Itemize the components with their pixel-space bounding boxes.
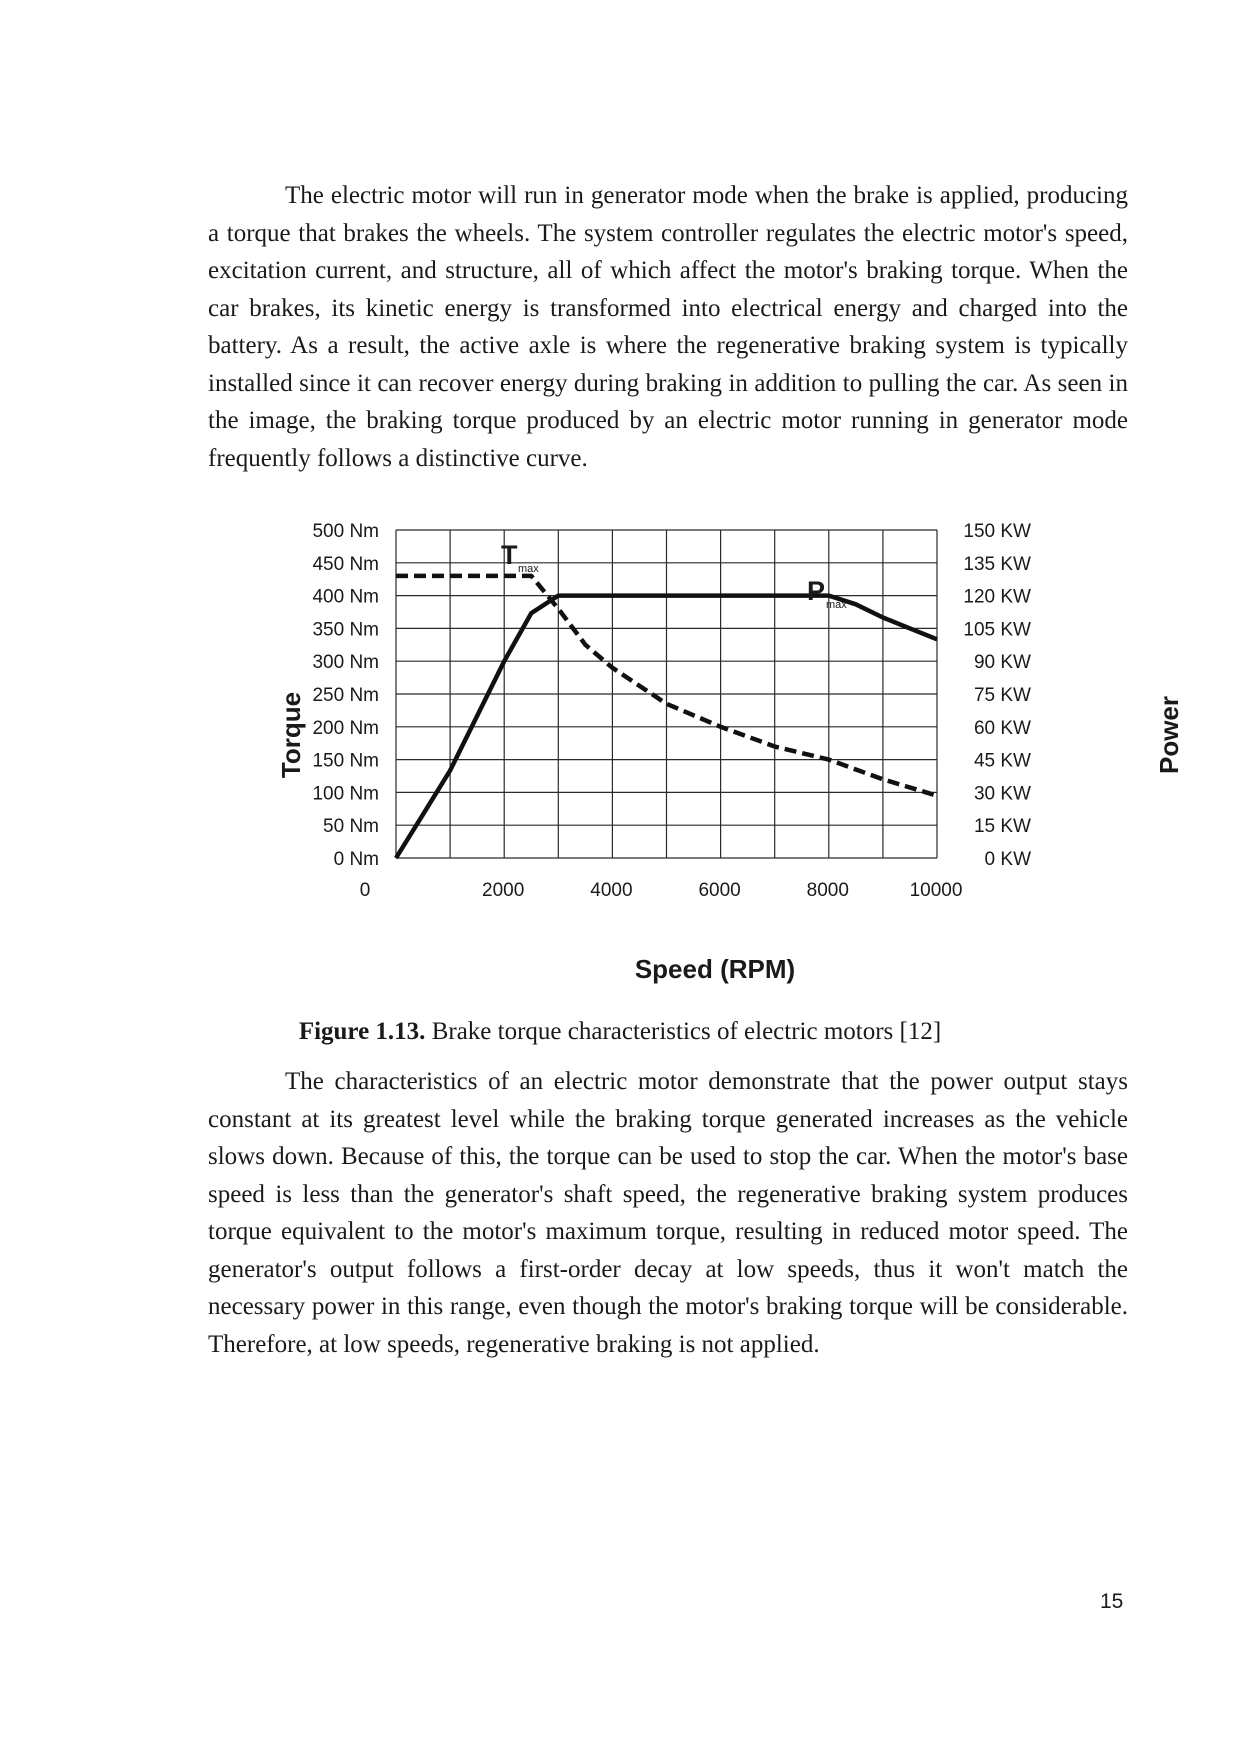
y-left-tick-label: 0 Nm (333, 849, 379, 870)
x-tick-label: 10000 (909, 880, 963, 901)
y-left-tick-label: 250 Nm (312, 685, 379, 706)
y-left-tick-label: 500 Nm (312, 521, 379, 542)
y-left-tick-label: 400 Nm (312, 586, 379, 608)
x-tick-label: 0 (359, 880, 371, 901)
y-right-tick-label: 60 KW (973, 717, 1031, 739)
x-tick-label: 2000 (482, 880, 525, 901)
y-right-tick-label: 75 KW (973, 685, 1031, 706)
caption-text: Brake torque characteristics of electric motors [12] (425, 1018, 942, 1045)
caption-label: Figure 1.13. (298, 1018, 426, 1045)
y-right-tick-label: 120 KW (963, 586, 1031, 608)
y-left-tick-label: 450 Nm (312, 553, 379, 575)
x-tick-label: 4000 (590, 880, 633, 901)
y-right-tick-label: 150 KW (963, 521, 1031, 542)
figure-chart (276, 512, 1205, 998)
y-left-tick-label: 200 Nm (312, 717, 379, 739)
y-left-tick-label: 50 Nm (323, 816, 379, 838)
y-right-tick-label: 15 KW (973, 816, 1031, 838)
annotation-pmax-sub: max (826, 599, 847, 611)
y-left-tick-label: 100 Nm (312, 783, 379, 805)
annotation-tmax-main: T (501, 540, 518, 570)
x-tick-label: 8000 (806, 880, 849, 901)
paragraph-2: The characteristics of an electric motor demonstrate that the power output stays constant at its greatest level while the braking torque generated increases as the vehicle slows down. Because of this, the torque can be used to stop the car. When the motor's base speed is less than the generator's shaft speed, the regenerative braking system produces torque equivalent to the motor's maximum torque, resulting in reduced motor speed. The generator's output follows a first-order decay at low speeds, thus it won't match the necessary power in this range, even though the motor's braking torque will be considerable. Therefore, at low speeds, regenerative braking is not applied. (208, 1068, 1128, 1358)
y-axis-right-label: Power (1154, 695, 1184, 775)
y-right-tick-label: 45 KW (973, 750, 1031, 772)
y-left-tick-label: 350 Nm (312, 619, 379, 641)
chart-grid (396, 530, 937, 858)
y-left-tick-label: 150 Nm (312, 750, 379, 772)
y-right-tick-label: 90 KW (973, 652, 1031, 674)
annotation-tmax (501, 540, 539, 575)
y-right-tick-label: 105 KW (963, 619, 1031, 641)
torque-power-chart (276, 512, 1205, 998)
paragraph-1: The electric motor will run in generator mode when the brake is applied, producing a torque that brakes the wheels. The system controller regulates the electric motor's speed, excitation current, and structure, all of which affect the motor's braking torque. When the car brakes, its kinetic energy is transformed into electrical energy and charged into the battery. As a result, the active axle is where the regenerative braking system is typically installed since it can recover energy during braking in addition to pulling the car. As seen in the image, the braking torque produced by an electric motor running in generator mode frequently follows a distinctive curve. (208, 182, 1128, 472)
x-tick-label: 6000 (698, 880, 741, 901)
y-right-tick-label: 0 KW (984, 849, 1031, 870)
y-axis-left-label: Torque (276, 691, 306, 779)
figure-caption (0, 1018, 1240, 1046)
x-axis-label: Speed (RPM) (634, 954, 796, 984)
annotation-tmax-sub: max (518, 563, 539, 575)
page-number: 15 (1100, 1590, 1124, 1613)
annotation-pmax-main: P (807, 576, 826, 606)
y-right-tick-label: 30 KW (973, 783, 1031, 805)
y-right-tick-label: 135 KW (963, 553, 1031, 575)
y-left-tick-label: 300 Nm (312, 652, 379, 674)
